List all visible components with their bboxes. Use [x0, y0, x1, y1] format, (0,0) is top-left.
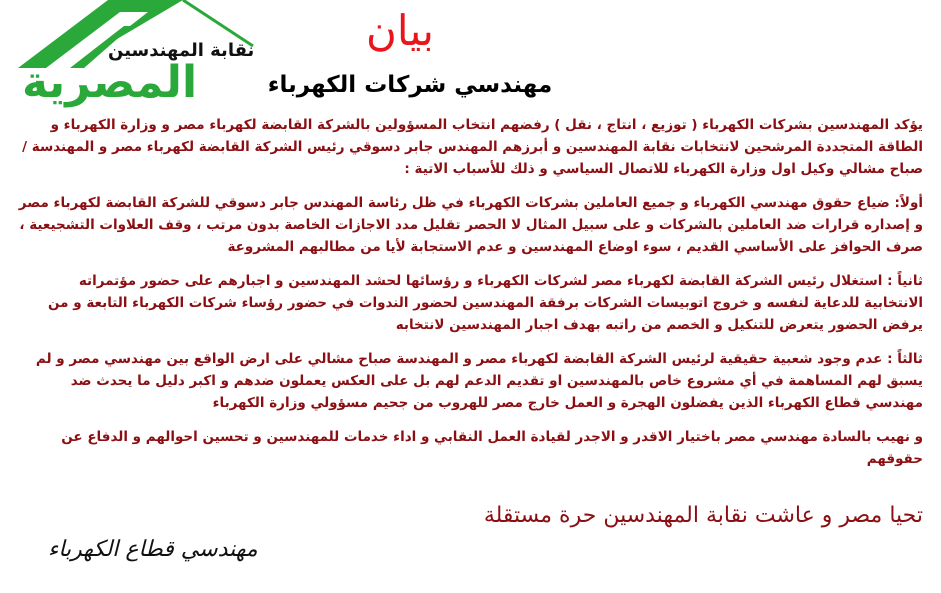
reason-second-paragraph: ثانياً : استغلال رئيس الشركة القابضة لكهرباء مصر لشركات الكهرباء و رؤسائها لحشد المهندسين و اجبارهم على حضور مؤتمراته الانتخابية للدعاية لنفسه و خروج اتوبيسات الشركات برفقة المهندسين لحضور الندوات في حضور رؤساء شركات الكهرباء التابعة و من يرفض الحضور يتعرض للتنكيل و الخصم من راتبه بهدف اجبار المهندسين لانتخابه [48, 273, 923, 333]
signature: مهندسي قطاع الكهرباء [48, 537, 258, 562]
intro-paragraph: يؤكد المهندسين بشركات الكهرباء ( توزيع ، انتاج ، نقل ) رفضهم انتخاب المسؤولين بالشركة القابضة لكهرباء مصر و وزارة الكهرباء و الطاقة المتجددة المرشحين لانتخابات نقابة المهندسين و أبرزهم المهندس جابر دسوقي رئيس الشركة القابضة لكهرباء مصر و المهندسة / صباح مشالي وكيل اول وزارة الكهرباء للاتصال السياسي و ذلك للأسباب الاتية : [22, 117, 923, 177]
page-title: بيان [365, 6, 434, 55]
reason-third-paragraph: ثالثاً : عدم وجود شعبية حقيقية لرئيس الشركة القابضة لكهرباء مصر و المهندسة صباح مشالي على ارض الواقع بين مهندسي مصر و لم يسبق لهم المساهمة في أي مشروع خاص بالمهندسين او تقديم الدعم لهم بل على العكس يعملون ضدهم و اكبر دليل ما يحدث ضد مهندسي قطاع الكهرباء الذين يفضلون الهجرة و العمل خارج مصر للهروب من جحيم مسؤولي وزارة الكهرباء [35, 351, 923, 411]
appeal-paragraph: و نهيب بالسادة مهندسي مصر باختيار الاقدر و الاجدر لقيادة العمل النقابي و اداء خدمات للمهندسين و تحسين احوالهم و الدفاع عن حقوقهم [61, 429, 923, 467]
closing-slogan: تحيا مصر و عاشت نقابة المهندسين حرة مستقلة [483, 503, 923, 528]
reason-first-paragraph: أولاً: ضياع حقوق مهندسي الكهرباء و جميع العاملين بشركات الكهرباء في ظل رئاسة المهندس جابر دسوقي للشركة القابضة لكهرباء مصر و إصداره قرارات ضد العاملين بالشركات و على سبيل المثال لا الحصر تقليل مدد الاجازات الخاصة بدون مرتب ، وقف العلاوات التشجيعية ، صرف الحوافز على الأساسي القديم ، سوء اوضاع المهندسين و عدم الاستجابة لأيا من مطالبهم المشروعة [18, 195, 923, 255]
logo-wordmark: المصرية [22, 57, 198, 108]
statement-body [18, 114, 923, 482]
page-subtitle: مهندسي شركات الكهرباء [267, 72, 553, 98]
org-name: نقابة المهندسين [108, 40, 255, 61]
